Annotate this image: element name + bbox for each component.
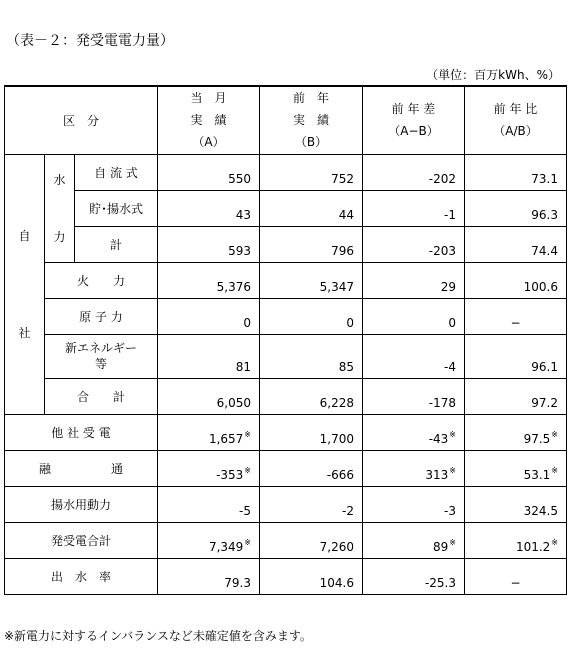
cell-diff: -4 [363,334,465,378]
mark: ※ [244,537,251,547]
cell-b: 6,228 [260,378,363,414]
cell-ratio: 324.5 [465,486,567,522]
mark: ※ [551,537,558,547]
cell-b: 0 [260,298,363,334]
cell-diff: -203 [363,226,465,262]
mark: ※ [244,429,251,439]
cell-b: 752 [260,154,363,190]
cell-diff: 313※ [363,450,465,486]
cell-diff: -202 [363,154,465,190]
row-label: 貯･揚水式 [75,190,158,226]
cell-b: 1,700 [260,414,363,450]
mark: ※ [551,429,558,439]
table-row [5,226,567,262]
cell-ratio: 96.1 [465,334,567,378]
mark: ※ [551,465,558,475]
cell-ratio: 96.3 [465,190,567,226]
mark: ※ [449,429,456,439]
row-label: 合 計 [45,378,158,414]
cell-ratio: − [465,558,567,594]
header-prev-year: 前 年 実 績 （B） [260,86,363,154]
cell-a: -5 [158,486,260,522]
cell-ratio: 53.1※ [465,450,567,486]
cell-ratio: 74.4 [465,226,567,262]
cell-diff: 0 [363,298,465,334]
cell-b: 796 [260,226,363,262]
footnote: ※新電力に対するインバランスなど未確定値を含みます。 [4,629,312,643]
row-label: 計 [75,226,158,262]
row-label: 自 流 式 [75,154,158,190]
table-row [5,298,567,334]
cell-a: 7,349※ [158,522,260,558]
header-current-month: 当 月 実 績 （A） [158,86,260,154]
table-row [5,486,567,522]
cell-b: 5,347 [260,262,363,298]
header-category: 区 分 [5,86,158,154]
cell-a: 5,376 [158,262,260,298]
mark: ※ [244,465,251,475]
cell-ratio: 100.6 [465,262,567,298]
cell-b: 104.6 [260,558,363,594]
cell-ratio: − [465,298,567,334]
cell-b: 44 [260,190,363,226]
cell-b: -666 [260,450,363,486]
cell-diff: 89※ [363,522,465,558]
cell-a: 0 [158,298,260,334]
cell-a: 550 [158,154,260,190]
header-diff: 前 年 差 （A−B） [363,86,465,154]
cell-a: 43 [158,190,260,226]
table-row [5,558,567,594]
table-row [5,450,567,486]
cell-a: -353※ [158,450,260,486]
table-title: （表－２：発受電電力量） [6,33,174,49]
cell-a: 1,657※ [158,414,260,450]
cell-ratio: 101.2※ [465,522,567,558]
row-label: 他 社 受 電 [5,414,158,450]
group-sui-label: 水 力 [45,154,75,262]
cell-b: -2 [260,486,363,522]
row-label: 出 水 率 [5,558,158,594]
cell-b: 85 [260,334,363,378]
table-row [5,262,567,298]
cell-ratio: 97.2 [465,378,567,414]
table-row [5,522,567,558]
row-label: 原 子 力 [45,298,158,334]
mark: ※ [449,537,456,547]
cell-b: 7,260 [260,522,363,558]
cell-ratio: 73.1 [465,154,567,190]
row-label: 揚水用動力 [5,486,158,522]
cell-a: 79.3 [158,558,260,594]
row-label: 発受電合計 [5,522,158,558]
table-row [5,378,567,414]
cell-diff: -25.3 [363,558,465,594]
table-row [5,154,567,190]
cell-diff: 29 [363,262,465,298]
group-jisha-label: 自 社 [5,154,45,414]
table-row [5,414,567,450]
row-label: 火 力 [45,262,158,298]
unit-label: （単位：百万kWh、%） [426,68,560,82]
cell-a: 593 [158,226,260,262]
header-ratio: 前 年 比 （A/B） [465,86,567,154]
cell-a: 6,050 [158,378,260,414]
cell-ratio: 97.5※ [465,414,567,450]
cell-diff: -1 [363,190,465,226]
power-table [4,85,567,595]
cell-diff: -43※ [363,414,465,450]
cell-diff: -3 [363,486,465,522]
cell-diff: -178 [363,378,465,414]
row-label: 融 通 [5,450,158,486]
table-row [5,190,567,226]
row-label: 新エネルギー 等 [45,334,158,378]
table-row [5,334,567,378]
cell-a: 81 [158,334,260,378]
mark: ※ [449,465,456,475]
